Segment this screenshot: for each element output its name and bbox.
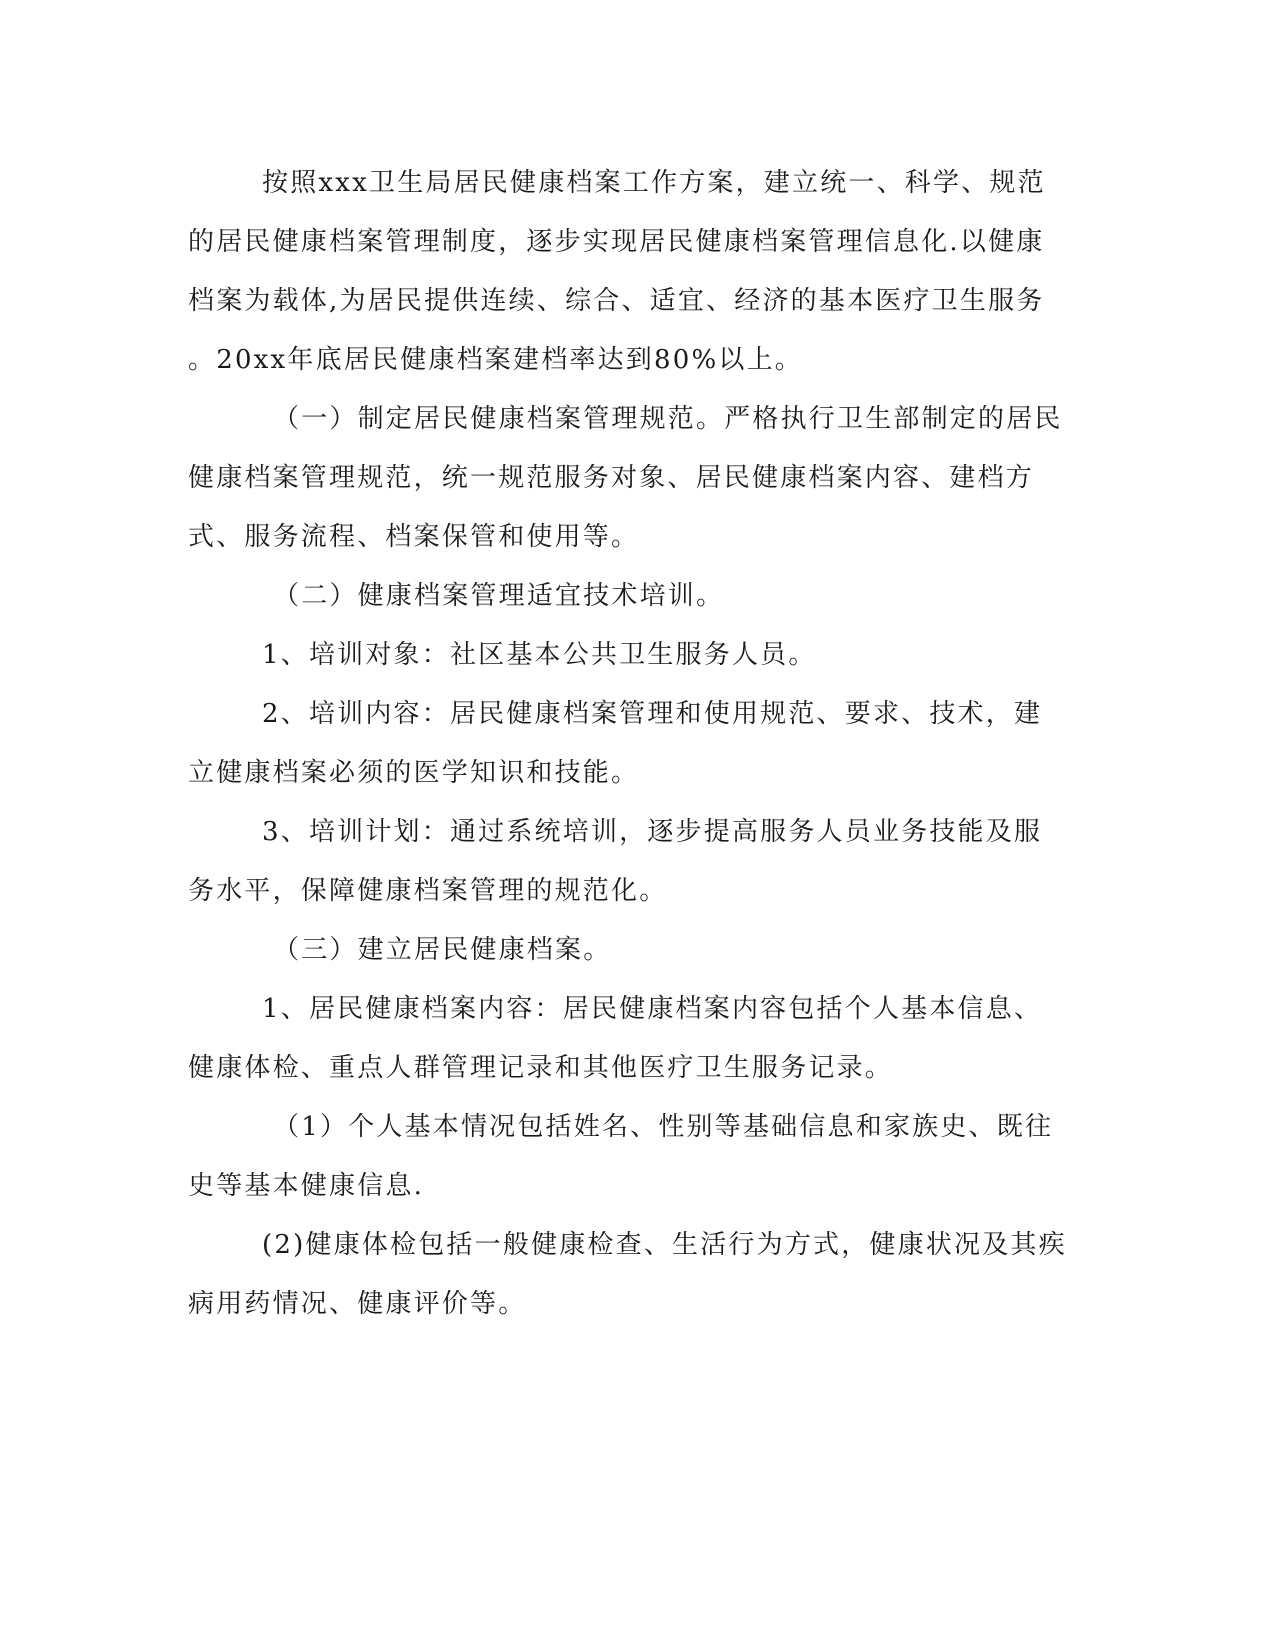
paragraph-line: 健康档案管理规范，统一规范服务对象、居民健康档案内容、建档方 [188, 463, 1035, 493]
list-item-line: 1、居民健康档案内容：居民健康档案内容包括个人基本信息、 [262, 994, 1043, 1024]
section-heading-line: （二）健康档案管理适宜技术培训。 [273, 581, 725, 611]
section-heading-line: （一）制定居民健康档案管理规范。严格执行卫生部制定的居民 [273, 404, 1063, 434]
paragraph-line: 式、服务流程、档案保管和使用等。 [188, 522, 640, 552]
list-item-line: 1、培训对象：社区基本公共卫生服务人员。 [262, 640, 817, 670]
sub-item-line: （1）个人基本情况包括姓名、性别等基础信息和家族史、既往 [273, 1112, 1054, 1142]
sub-item-line: (2)健康体检包括一般健康检查、生活行为方式，健康状况及其疾 [262, 1230, 1067, 1260]
paragraph-line: 档案为载体,为居民提供连续、综合、适宜、经济的基本医疗卫生服务 [188, 286, 1045, 316]
paragraph-line: 立健康档案必须的医学知识和技能。 [188, 758, 640, 788]
paragraph-line: 史等基本健康信息. [188, 1171, 425, 1201]
paragraph-line: 病用药情况、健康评价等。 [188, 1289, 527, 1319]
paragraph-line: 。20xx年底居民健康档案建档率达到80%以上。 [188, 345, 803, 375]
list-item-line: 2、培训内容：居民健康档案管理和使用规范、要求、技术，建 [262, 699, 1043, 729]
paragraph-line: 健康体检、重点人群管理记录和其他医疗卫生服务记录。 [188, 1053, 894, 1083]
list-item-line: 3、培训计划：通过系统培训，逐步提高服务人员业务技能及服 [262, 817, 1043, 847]
paragraph-line: 按照xxx卫生局居民健康档案工作方案，建立统一、科学、规范 [262, 168, 1046, 198]
paragraph-line: 务水平，保障健康档案管理的规范化。 [188, 876, 668, 906]
section-heading-line: （三）建立居民健康档案。 [273, 935, 612, 965]
paragraph-line: 的居民健康档案管理制度，逐步实现居民健康档案管理信息化.以健康 [188, 227, 1045, 257]
